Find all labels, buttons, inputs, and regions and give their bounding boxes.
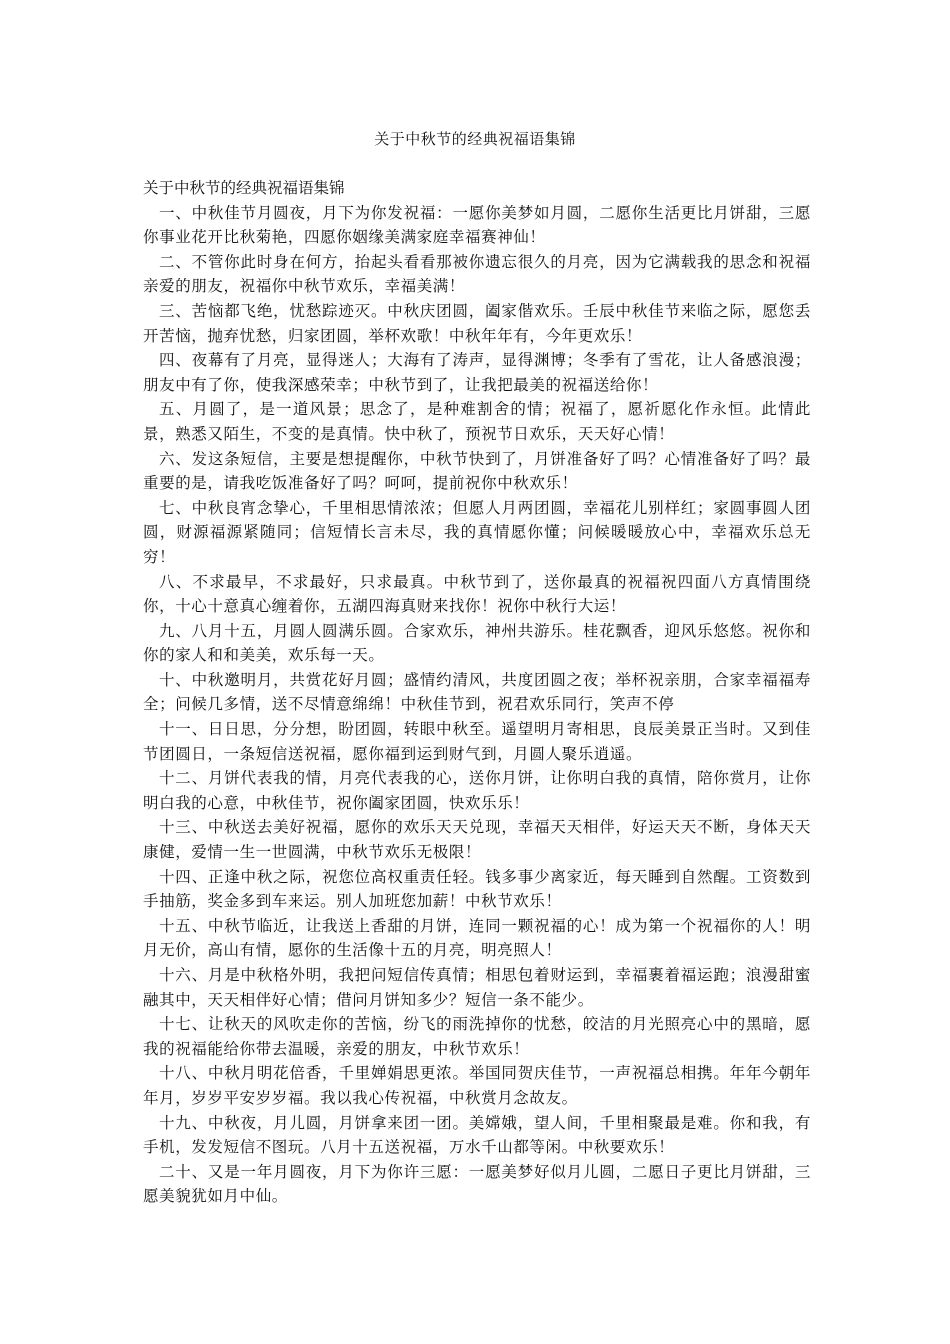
document-heading: 关于中秋节的经典祝福语集锦 — [143, 179, 345, 197]
paragraph-18: 十八、中秋月明花倍香，千里婵娟思更浓。举国同贺庆佳节，一声祝福总相携。年年今朝年年月，岁岁平安岁岁福。我以我心传祝福，中秋赏月念故友。 — [143, 1064, 811, 1107]
paragraph-1: 一、中秋佳节月圆夜，月下为你发祝福：一愿你美梦如月圆，二愿你生活更比月饼甜，三愿你事业花开比秋菊艳，四愿你姻缘美满家庭幸福赛神仙！ — [143, 203, 811, 247]
paragraph-17: 十七、让秋天的风吹走你的苦恼，纷飞的雨洗掉你的忧愁，皎洁的月光照亮心中的黑暗，愿我的祝福能给你带去温暖，亲爱的朋友，中秋节欢乐！ — [143, 1015, 811, 1058]
paragraph-7: 七、中秋良宵念挚心，千里相思情浓浓；但愿人月两团圆，幸福花儿别样红；家圆事圆人团圆，财源福源紧随同；信短情长言未尽，我的真情愿你懂；问候暖暖放心中，幸福欢乐总无穷！ — [143, 498, 811, 566]
paragraph-2: 二、不管你此时身在何方，抬起头看看那被你遗忘很久的月亮，因为它满载我的思念和祝福亲爱的朋友，祝福你中秋节欢乐，幸福美满！ — [143, 252, 811, 296]
paragraph-3: 三、苦恼都飞绝，忧愁踪迹灭。中秋庆团圆，阖家偕欢乐。壬辰中秋佳节来临之际，愿您丢开苦恼，抛弃忧愁，归家团圆，举杯欢歌！中秋年年有，今年更欢乐！ — [143, 301, 811, 345]
paragraph-12: 十二、月饼代表我的情，月亮代表我的心，送你月饼，让你明白我的真情，陪你赏月，让你明白我的心意，中秋佳节，祝你阖家团圆，快欢乐乐！ — [143, 769, 811, 812]
page-title: 关于中秋节的经典祝福语集锦 — [374, 130, 576, 148]
paragraph-6: 六、发这条短信，主要是想提醒你，中秋节快到了，月饼准备好了吗？心情准备好了吗？最重要的是，请我吃饭准备好了吗？呵呵，提前祝你中秋欢乐！ — [143, 449, 811, 493]
paragraph-9: 九、八月十五，月圆人圆满乐圆。合家欢乐，神州共游乐。桂花飘香，迎风乐悠悠。祝你和你的家人和和美美，欢乐每一天。 — [143, 621, 811, 665]
document-body — [143, 176, 811, 1209]
paragraph-11: 十一、日日思，分分想，盼团圆，转眼中秋至。遥望明月寄相思，良辰美景正当时。又到佳节团圆日，一条短信送祝福，愿你福到运到财气到，月圆人聚乐逍遥。 — [143, 720, 811, 763]
paragraph-20: 二十、又是一年月圆夜，月下为你许三愿：一愿美梦好似月儿圆，二愿日子更比月饼甜，三愿美貌犹如月中仙。 — [143, 1162, 811, 1206]
paragraph-5: 五、月圆了，是一道风景；思念了，是种难割舍的情；祝福了，愿祈愿化作永恒。此情此景，熟悉又陌生，不变的是真情。快中秋了，预祝节日欢乐，天天好心情！ — [143, 400, 811, 443]
paragraph-14: 十四、正逢中秋之际，祝您位高权重责任轻。钱多事少离家近，每天睡到自然醒。工资数到手抽筋，奖金多到车来运。别人加班您加薪！中秋节欢乐！ — [143, 867, 811, 911]
paragraph-15: 十五、中秋节临近，让我送上香甜的月饼，连同一颗祝福的心！成为第一个祝福你的人！明月无价，高山有情，愿你的生活像十五的月亮，明亮照人！ — [143, 916, 811, 960]
paragraph-13: 十三、中秋送去美好祝福，愿你的欢乐天天兑现，幸福天天相伴，好运天天不断，身体天天康健，爱情一生一世圆满，中秋节欢乐无极限！ — [143, 818, 811, 862]
paragraph-16: 十六、月是中秋格外明，我把问短信传真情；相思包着财运到，幸福裹着福运跑；浪漫甜蜜融其中，天天相伴好心情；借问月饼知多少？短信一条不能少。 — [143, 966, 811, 1009]
paragraph-19: 十九、中秋夜，月儿圆，月饼拿来团一团。美嫦娥，望人间，千里相聚最是难。你和我，有手机，发发短信不图玩。八月十五送祝福，万水千山都等闲。中秋要欢乐！ — [143, 1113, 811, 1157]
paragraph-4: 四、夜幕有了月亮，显得迷人；大海有了涛声，显得渊博；冬季有了雪花，让人备感浪漫；朋友中有了你，使我深感荣幸；中秋节到了，让我把最美的祝福送给你！ — [143, 351, 811, 394]
paragraph-8: 八、不求最早，不求最好，只求最真。中秋节到了，送你最真的祝福祝四面八方真情围绕你，十心十意真心缠着你，五湖四海真财来找你！祝你中秋行大运！ — [143, 572, 811, 616]
paragraph-10: 十、中秋邀明月，共赏花好月圆；盛情约清风，共度团圆之夜；举杯祝亲朋，合家幸福福寿全；问候几多情，送不尽情意绵绵！中秋佳节到，祝君欢乐同行，笑声不停 — [143, 670, 811, 714]
